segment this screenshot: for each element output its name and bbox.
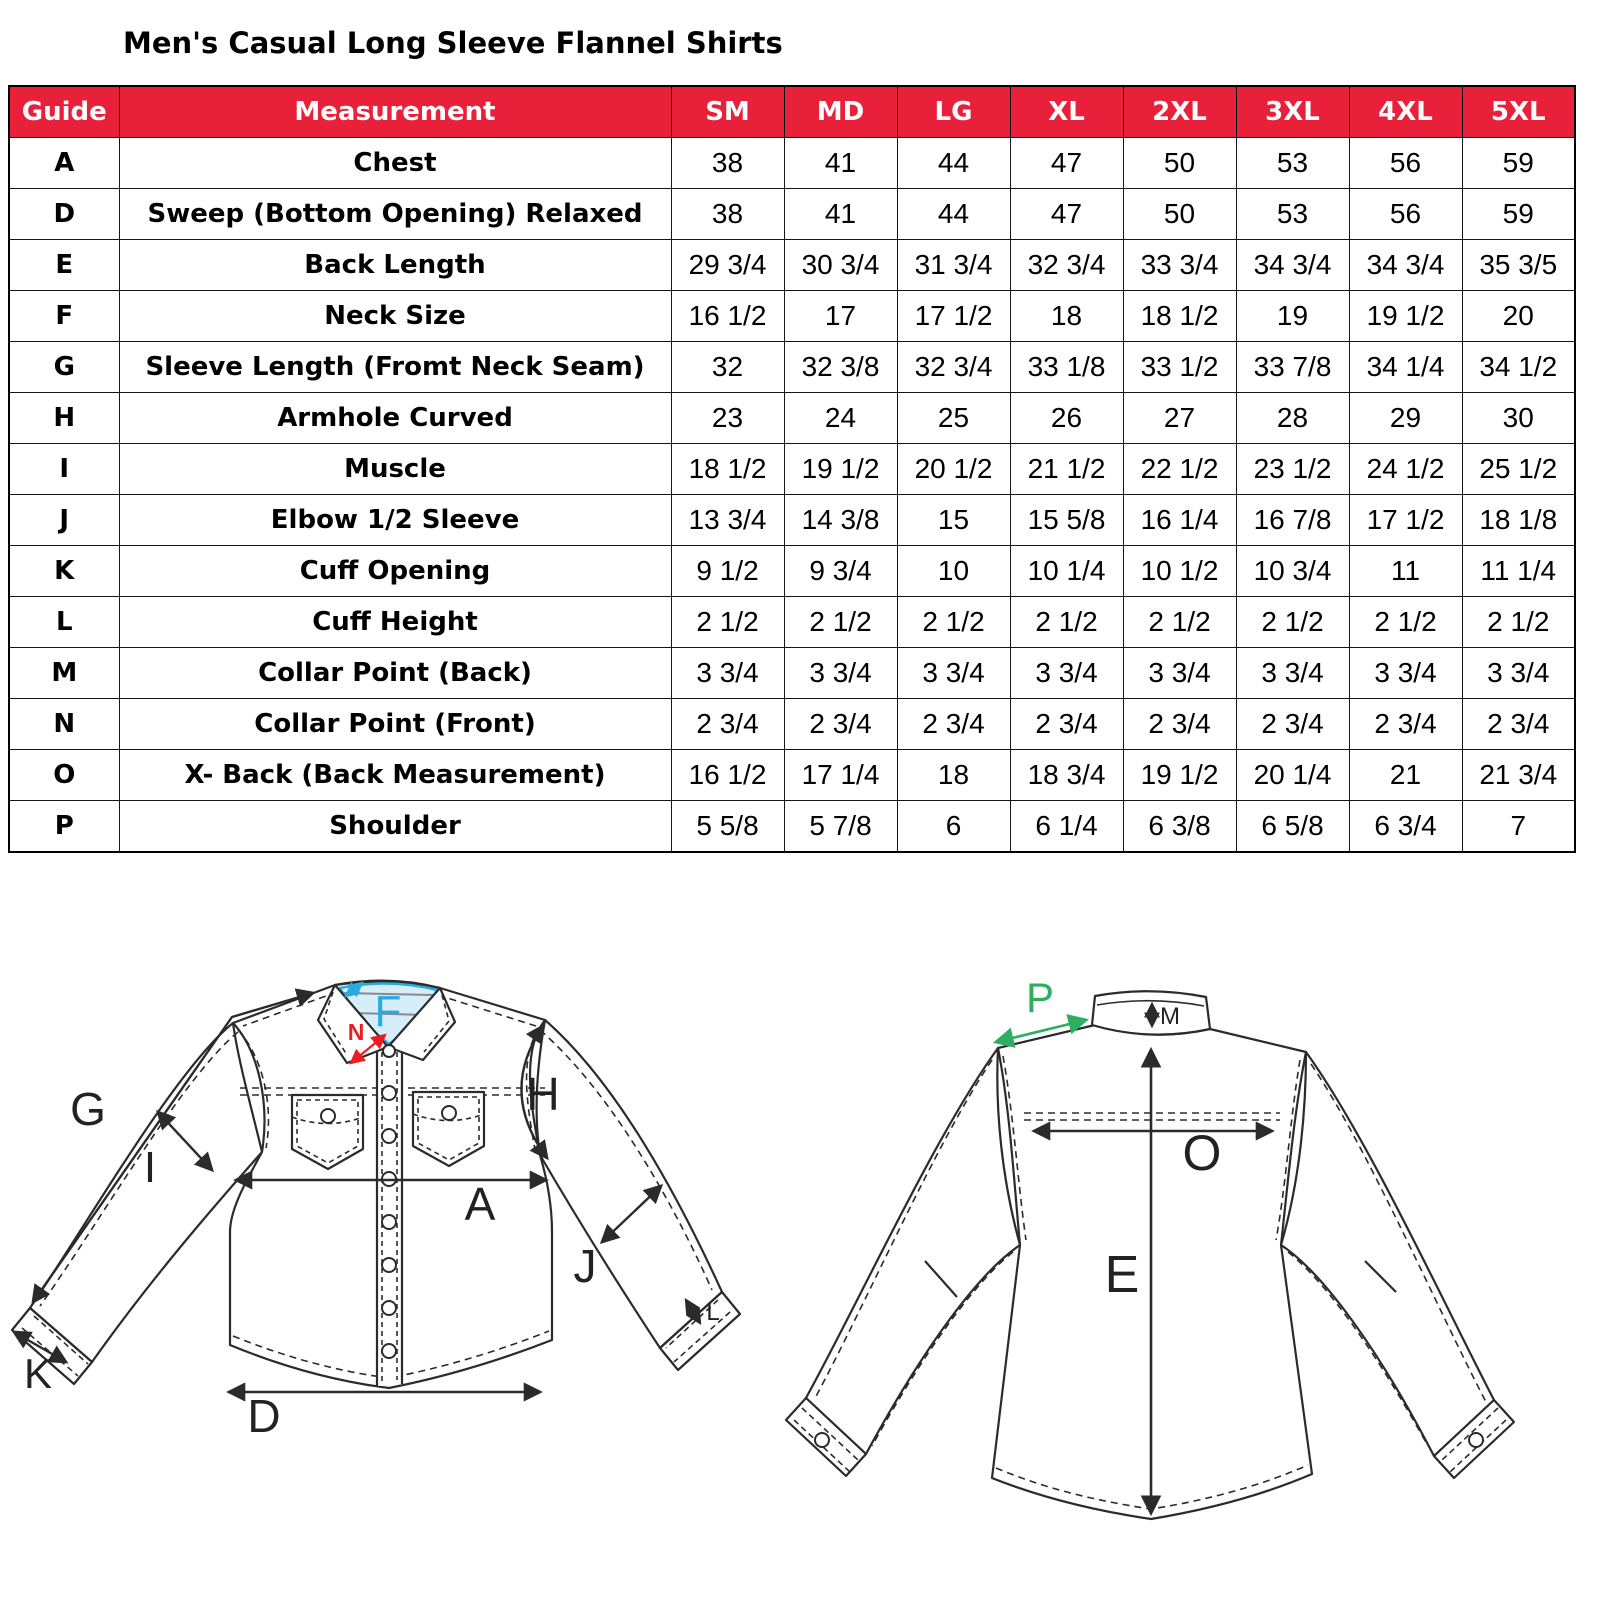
size-value-xl: 10 1/4 [1010,546,1123,597]
guide-letter: G [9,342,119,393]
size-value-xl: 33 1/8 [1010,342,1123,393]
front-label-K: K [23,1350,53,1397]
size-value-5xl: 30 [1462,393,1575,444]
size-value-sm: 13 3/4 [671,495,784,546]
size-value-5xl: 18 1/8 [1462,495,1575,546]
front-label-A: A [464,1178,496,1230]
size-value-4xl: 34 3/4 [1349,240,1462,291]
size-table-header [9,86,1575,138]
size-value-xl: 47 [1010,138,1123,189]
size-value-sm: 2 1/2 [671,597,784,648]
size-value-md: 3 3/4 [784,648,897,699]
size-value-lg: 2 1/2 [897,597,1010,648]
size-value-2xl: 50 [1123,138,1236,189]
table-row-e [9,240,1575,291]
size-value-lg: 20 1/2 [897,444,1010,495]
size-value-xl: 3 3/4 [1010,648,1123,699]
column-header-sm: SM [671,86,784,138]
size-value-4xl: 56 [1349,189,1462,240]
size-value-4xl: 2 1/2 [1349,597,1462,648]
size-value-md: 14 3/8 [784,495,897,546]
size-value-sm: 2 3/4 [671,699,784,750]
measurement-label: Shoulder [119,801,671,853]
size-value-md: 30 3/4 [784,240,897,291]
page-title: Men's Casual Long Sleeve Flannel Shirts [123,26,783,60]
front-label-I: I [143,1143,157,1192]
back-label-E: E [1104,1246,1140,1304]
back-view-diagram [786,974,1514,1519]
table-row-k [9,546,1575,597]
measurement-label: Collar Point (Back) [119,648,671,699]
size-value-lg: 2 3/4 [897,699,1010,750]
table-row-p [9,801,1575,853]
size-value-3xl: 34 3/4 [1236,240,1349,291]
size-value-5xl: 20 [1462,291,1575,342]
size-value-3xl: 28 [1236,393,1349,444]
column-header-5xl: 5XL [1462,86,1575,138]
back-label-M: M [1160,1003,1180,1030]
size-value-5xl: 2 3/4 [1462,699,1575,750]
guide-letter: F [9,291,119,342]
size-value-sm: 16 1/2 [671,291,784,342]
front-label-D: D [247,1390,281,1442]
size-value-lg: 18 [897,750,1010,801]
size-value-md: 9 3/4 [784,546,897,597]
size-value-sm: 29 3/4 [671,240,784,291]
guide-letter: M [9,648,119,699]
guide-letter: P [9,801,119,853]
guide-letter: E [9,240,119,291]
size-value-5xl: 7 [1462,801,1575,853]
size-value-sm: 38 [671,189,784,240]
size-value-3xl: 10 3/4 [1236,546,1349,597]
size-value-5xl: 59 [1462,138,1575,189]
table-row-i [9,444,1575,495]
measurement-label: Collar Point (Front) [119,699,671,750]
guide-letter: I [9,444,119,495]
size-value-5xl: 35 3/5 [1462,240,1575,291]
size-value-5xl: 59 [1462,189,1575,240]
column-header-2xl: 2XL [1123,86,1236,138]
size-value-3xl: 2 3/4 [1236,699,1349,750]
guide-letter: A [9,138,119,189]
size-value-lg: 10 [897,546,1010,597]
size-value-md: 17 1/4 [784,750,897,801]
size-value-4xl: 2 3/4 [1349,699,1462,750]
size-value-4xl: 34 1/4 [1349,342,1462,393]
size-value-lg: 25 [897,393,1010,444]
size-value-md: 41 [784,189,897,240]
shirt-measurement-diagrams [0,920,1600,1600]
front-button-placket [377,1047,402,1386]
size-value-lg: 6 [897,801,1010,853]
size-value-md: 24 [784,393,897,444]
measurement-label: Back Length [119,240,671,291]
size-value-4xl: 56 [1349,138,1462,189]
measurement-label: Muscle [119,444,671,495]
size-value-sm: 38 [671,138,784,189]
guide-letter: L [9,597,119,648]
size-value-md: 5 7/8 [784,801,897,853]
size-value-2xl: 27 [1123,393,1236,444]
table-row-m [9,648,1575,699]
size-value-4xl: 24 1/2 [1349,444,1462,495]
front-left-sleeve-outline [12,1023,262,1384]
size-value-2xl: 3 3/4 [1123,648,1236,699]
size-value-xl: 6 1/4 [1010,801,1123,853]
size-value-xl: 2 1/2 [1010,597,1123,648]
measurement-label: Sweep (Bottom Opening) Relaxed [119,189,671,240]
size-value-lg: 17 1/2 [897,291,1010,342]
back-label-O: O [1182,1125,1222,1181]
size-value-xl: 18 3/4 [1010,750,1123,801]
size-value-2xl: 18 1/2 [1123,291,1236,342]
measurement-label: Cuff Height [119,597,671,648]
size-value-5xl: 25 1/2 [1462,444,1575,495]
size-value-lg: 44 [897,138,1010,189]
front-label-F: F [374,987,402,1036]
back-right-sleeve-outline [1281,1052,1514,1478]
size-value-xl: 18 [1010,291,1123,342]
size-value-md: 32 3/8 [784,342,897,393]
size-value-md: 17 [784,291,897,342]
size-value-2xl: 16 1/4 [1123,495,1236,546]
size-value-2xl: 33 1/2 [1123,342,1236,393]
size-value-2xl: 2 1/2 [1123,597,1236,648]
table-row-g [9,342,1575,393]
table-row-a [9,138,1575,189]
measurement-label: Elbow 1/2 Sleeve [119,495,671,546]
size-value-4xl: 6 3/4 [1349,801,1462,853]
table-row-f [9,291,1575,342]
size-table [8,85,1576,853]
size-value-sm: 23 [671,393,784,444]
size-value-2xl: 33 3/4 [1123,240,1236,291]
measurement-label: Chest [119,138,671,189]
size-value-sm: 3 3/4 [671,648,784,699]
size-value-sm: 32 [671,342,784,393]
measurement-label: Sleeve Length (Fromt Neck Seam) [119,342,671,393]
guide-letter: K [9,546,119,597]
size-value-3xl: 33 7/8 [1236,342,1349,393]
size-value-4xl: 11 [1349,546,1462,597]
size-value-3xl: 20 1/4 [1236,750,1349,801]
column-header-guide: Guide [9,86,119,138]
size-value-lg: 3 3/4 [897,648,1010,699]
size-value-3xl: 23 1/2 [1236,444,1349,495]
size-value-3xl: 6 5/8 [1236,801,1349,853]
front-label-G: G [70,1083,106,1135]
size-value-xl: 26 [1010,393,1123,444]
front-label-J: J [573,1240,597,1292]
size-value-2xl: 6 3/8 [1123,801,1236,853]
size-value-xl: 2 3/4 [1010,699,1123,750]
size-value-4xl: 17 1/2 [1349,495,1462,546]
table-row-j [9,495,1575,546]
size-value-4xl: 21 [1349,750,1462,801]
table-row-n [9,699,1575,750]
size-value-3xl: 19 [1236,291,1349,342]
size-value-sm: 9 1/2 [671,546,784,597]
front-label-L: L [706,1299,720,1326]
size-value-2xl: 10 1/2 [1123,546,1236,597]
size-value-lg: 31 3/4 [897,240,1010,291]
size-value-md: 41 [784,138,897,189]
table-row-d [9,189,1575,240]
size-value-lg: 44 [897,189,1010,240]
measurement-label: X- Back (Back Measurement) [119,750,671,801]
back-label-P: P [1025,974,1055,1021]
column-header-3xl: 3XL [1236,86,1349,138]
size-value-5xl: 2 1/2 [1462,597,1575,648]
size-value-2xl: 22 1/2 [1123,444,1236,495]
size-value-sm: 16 1/2 [671,750,784,801]
size-value-3xl: 53 [1236,189,1349,240]
size-value-4xl: 29 [1349,393,1462,444]
size-value-xl: 21 1/2 [1010,444,1123,495]
size-value-sm: 18 1/2 [671,444,784,495]
size-value-sm: 5 5/8 [671,801,784,853]
column-header-xl: XL [1010,86,1123,138]
column-header-measurement: Measurement [119,86,671,138]
size-value-3xl: 3 3/4 [1236,648,1349,699]
measurement-label: Cuff Opening [119,546,671,597]
size-value-2xl: 50 [1123,189,1236,240]
column-header-4xl: 4XL [1349,86,1462,138]
table-row-o [9,750,1575,801]
table-row-h [9,393,1575,444]
size-value-2xl: 19 1/2 [1123,750,1236,801]
column-header-lg: LG [897,86,1010,138]
size-value-3xl: 53 [1236,138,1349,189]
size-value-lg: 15 [897,495,1010,546]
size-value-xl: 15 5/8 [1010,495,1123,546]
size-value-3xl: 2 1/2 [1236,597,1349,648]
back-left-sleeve-outline [786,1048,1020,1476]
size-value-4xl: 3 3/4 [1349,648,1462,699]
size-value-3xl: 16 7/8 [1236,495,1349,546]
measurement-label: Armhole Curved [119,393,671,444]
size-value-xl: 32 3/4 [1010,240,1123,291]
guide-letter: H [9,393,119,444]
size-value-5xl: 11 1/4 [1462,546,1575,597]
size-value-md: 2 1/2 [784,597,897,648]
size-value-md: 2 3/4 [784,699,897,750]
guide-letter: J [9,495,119,546]
column-header-md: MD [784,86,897,138]
size-value-5xl: 34 1/2 [1462,342,1575,393]
guide-letter: O [9,750,119,801]
size-value-4xl: 19 1/2 [1349,291,1462,342]
table-row-l [9,597,1575,648]
guide-letter: N [9,699,119,750]
size-value-lg: 32 3/4 [897,342,1010,393]
size-value-md: 19 1/2 [784,444,897,495]
size-value-xl: 47 [1010,189,1123,240]
size-value-5xl: 21 3/4 [1462,750,1575,801]
front-label-N: N [347,1019,365,1045]
size-value-5xl: 3 3/4 [1462,648,1575,699]
measurement-label: Neck Size [119,291,671,342]
front-view-diagram [12,981,740,1442]
front-label-H: H [526,1068,560,1120]
size-value-2xl: 2 3/4 [1123,699,1236,750]
guide-letter: D [9,189,119,240]
